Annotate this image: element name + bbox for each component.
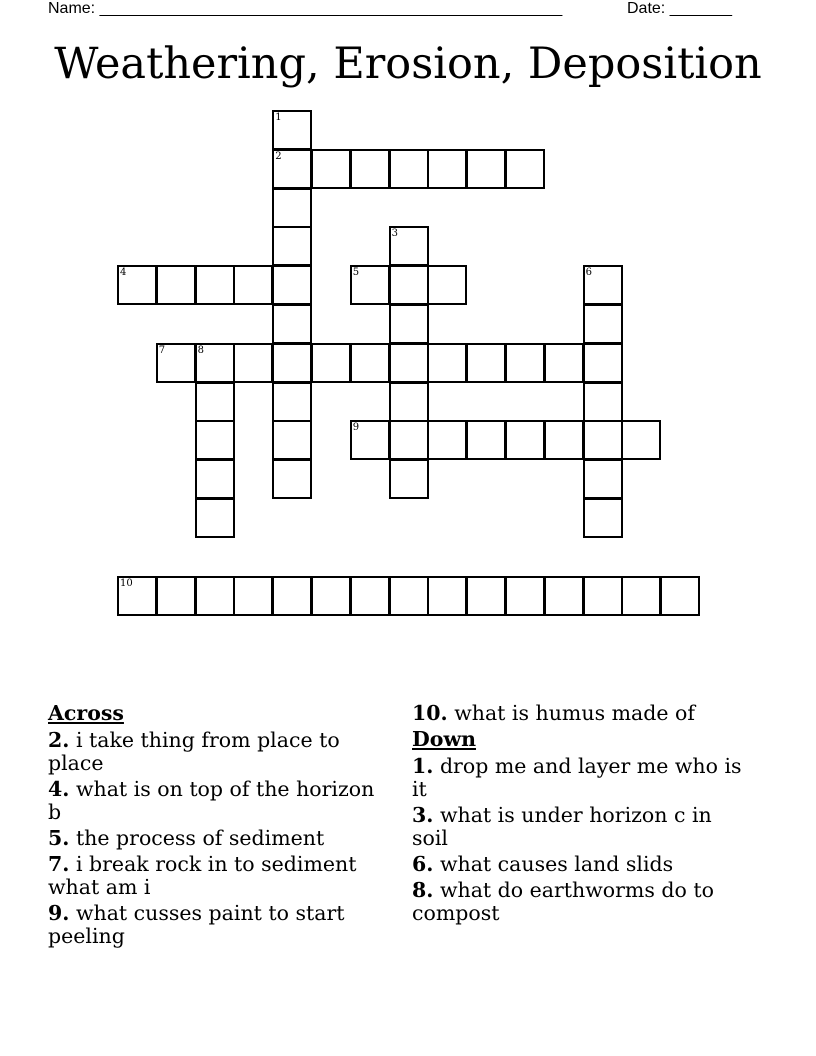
crossword-cell[interactable]	[583, 576, 623, 616]
clue-across-4: 4. what is on top of the horizon b	[48, 777, 375, 824]
crossword-cell[interactable]	[505, 149, 545, 189]
crossword-cell[interactable]	[272, 420, 312, 460]
clue-number-label: 9	[352, 422, 360, 434]
crossword-cell[interactable]	[505, 576, 545, 616]
across-heading: Across	[48, 701, 124, 725]
crossword-cell[interactable]	[583, 382, 623, 422]
crossword-cell[interactable]	[272, 343, 312, 383]
clue-number-label: 3	[391, 228, 398, 240]
crossword-cell[interactable]	[272, 226, 312, 266]
crossword-cell[interactable]	[195, 382, 235, 422]
date-field[interactable]: Date: _______	[627, 0, 732, 17]
crossword-cell[interactable]	[389, 420, 429, 460]
crossword-cell[interactable]	[272, 265, 312, 305]
crossword-cell[interactable]	[195, 459, 235, 499]
clues-left-column	[48, 702, 378, 951]
clue-number-label: 4	[120, 267, 127, 279]
crossword-cell[interactable]	[389, 149, 429, 189]
crossword-cell[interactable]	[195, 420, 235, 460]
crossword-cell[interactable]	[427, 149, 467, 189]
crossword-cell[interactable]	[583, 304, 623, 344]
crossword-cell[interactable]	[156, 265, 196, 305]
crossword-cell[interactable]	[544, 576, 584, 616]
crossword-cell[interactable]	[389, 265, 429, 305]
clue-number-label: 2	[275, 150, 282, 162]
clue-number-label: 10	[120, 577, 133, 589]
crossword-cell[interactable]	[272, 459, 312, 499]
crossword-cell[interactable]	[233, 343, 273, 383]
crossword-cell[interactable]	[117, 265, 157, 305]
clue-down-3: 3. what is under horizon c in soil	[412, 803, 712, 850]
clue-across-5: 5. the process of sediment	[48, 826, 325, 850]
crossword-cell[interactable]	[427, 343, 467, 383]
crossword-cell[interactable]	[350, 149, 390, 189]
crossword-cell[interactable]	[427, 420, 467, 460]
clue-number-label: 6	[585, 267, 592, 279]
crossword-cell[interactable]	[350, 576, 390, 616]
crossword-cell[interactable]	[117, 576, 157, 616]
crossword-cell[interactable]	[389, 304, 429, 344]
crossword-cell[interactable]	[389, 382, 429, 422]
crossword-cell[interactable]	[156, 343, 196, 383]
crossword-cell[interactable]	[195, 576, 235, 616]
clue-across-7: 7. i break rock in to sediment what am i	[48, 852, 357, 899]
clues-right-column	[412, 702, 752, 928]
crossword-cell[interactable]	[195, 343, 235, 383]
crossword-cell[interactable]	[233, 265, 273, 305]
crossword-cell[interactable]	[272, 382, 312, 422]
crossword-cell[interactable]	[660, 576, 700, 616]
clue-down-6: 6. what causes land slids	[412, 852, 674, 876]
crossword-cell[interactable]	[621, 576, 661, 616]
crossword-cell[interactable]	[427, 576, 467, 616]
crossword-cell[interactable]	[233, 576, 273, 616]
down-heading: Down	[412, 727, 477, 751]
clue-across-9: 9. what cusses paint to start peeling	[48, 901, 345, 948]
crossword-cell[interactable]	[389, 576, 429, 616]
crossword-cell[interactable]	[583, 343, 623, 383]
clue-across-10: 10. what is humus made of	[412, 701, 695, 725]
clue-number-label: 1	[275, 112, 282, 123]
crossword-cell[interactable]	[466, 343, 506, 383]
clue-down-8: 8. what do earthworms do to compost	[412, 878, 714, 925]
crossword-cell[interactable]	[272, 576, 312, 616]
crossword-cell[interactable]	[621, 420, 661, 460]
name-field[interactable]: Name: ____________________________________________________	[48, 0, 563, 17]
crossword-cell[interactable]	[389, 226, 429, 266]
clue-down-1: 1. drop me and layer me who is it	[412, 754, 742, 801]
crossword-cell[interactable]	[195, 498, 235, 538]
crossword-cell[interactable]	[544, 343, 584, 383]
crossword-cell[interactable]	[466, 149, 506, 189]
crossword-cell[interactable]	[311, 343, 351, 383]
clue-number-label: 5	[352, 267, 360, 279]
page-title: Weathering, Erosion, Deposition	[54, 39, 762, 89]
crossword-cell[interactable]	[389, 343, 429, 383]
clue-across-2: 2. i take thing from place to place	[48, 728, 340, 775]
crossword-cell[interactable]	[505, 343, 545, 383]
crossword-cell[interactable]	[583, 459, 623, 499]
crossword-cell[interactable]	[389, 459, 429, 499]
crossword-cell[interactable]	[427, 265, 467, 305]
crossword-cell[interactable]	[583, 420, 623, 460]
crossword-cell[interactable]	[311, 576, 351, 616]
clue-number-label: 7	[158, 344, 166, 356]
crossword-cell[interactable]	[272, 149, 312, 189]
crossword-cell[interactable]	[466, 576, 506, 616]
crossword-cell[interactable]	[583, 265, 623, 305]
clue-number-label: 8	[197, 344, 204, 356]
crossword-cell[interactable]	[272, 304, 312, 344]
crossword-cell[interactable]	[156, 576, 196, 616]
crossword-cell[interactable]	[583, 498, 623, 538]
crossword-cell[interactable]	[311, 149, 351, 189]
crossword-cell[interactable]	[195, 265, 235, 305]
crossword-cell[interactable]	[272, 188, 312, 228]
crossword-cell[interactable]	[350, 265, 390, 305]
crossword-cell[interactable]	[350, 420, 390, 460]
crossword-cell[interactable]	[505, 420, 545, 460]
crossword-cell[interactable]	[272, 110, 312, 150]
crossword-cell[interactable]	[544, 420, 584, 460]
crossword-cell[interactable]	[466, 420, 506, 460]
crossword-cell[interactable]	[350, 343, 390, 383]
